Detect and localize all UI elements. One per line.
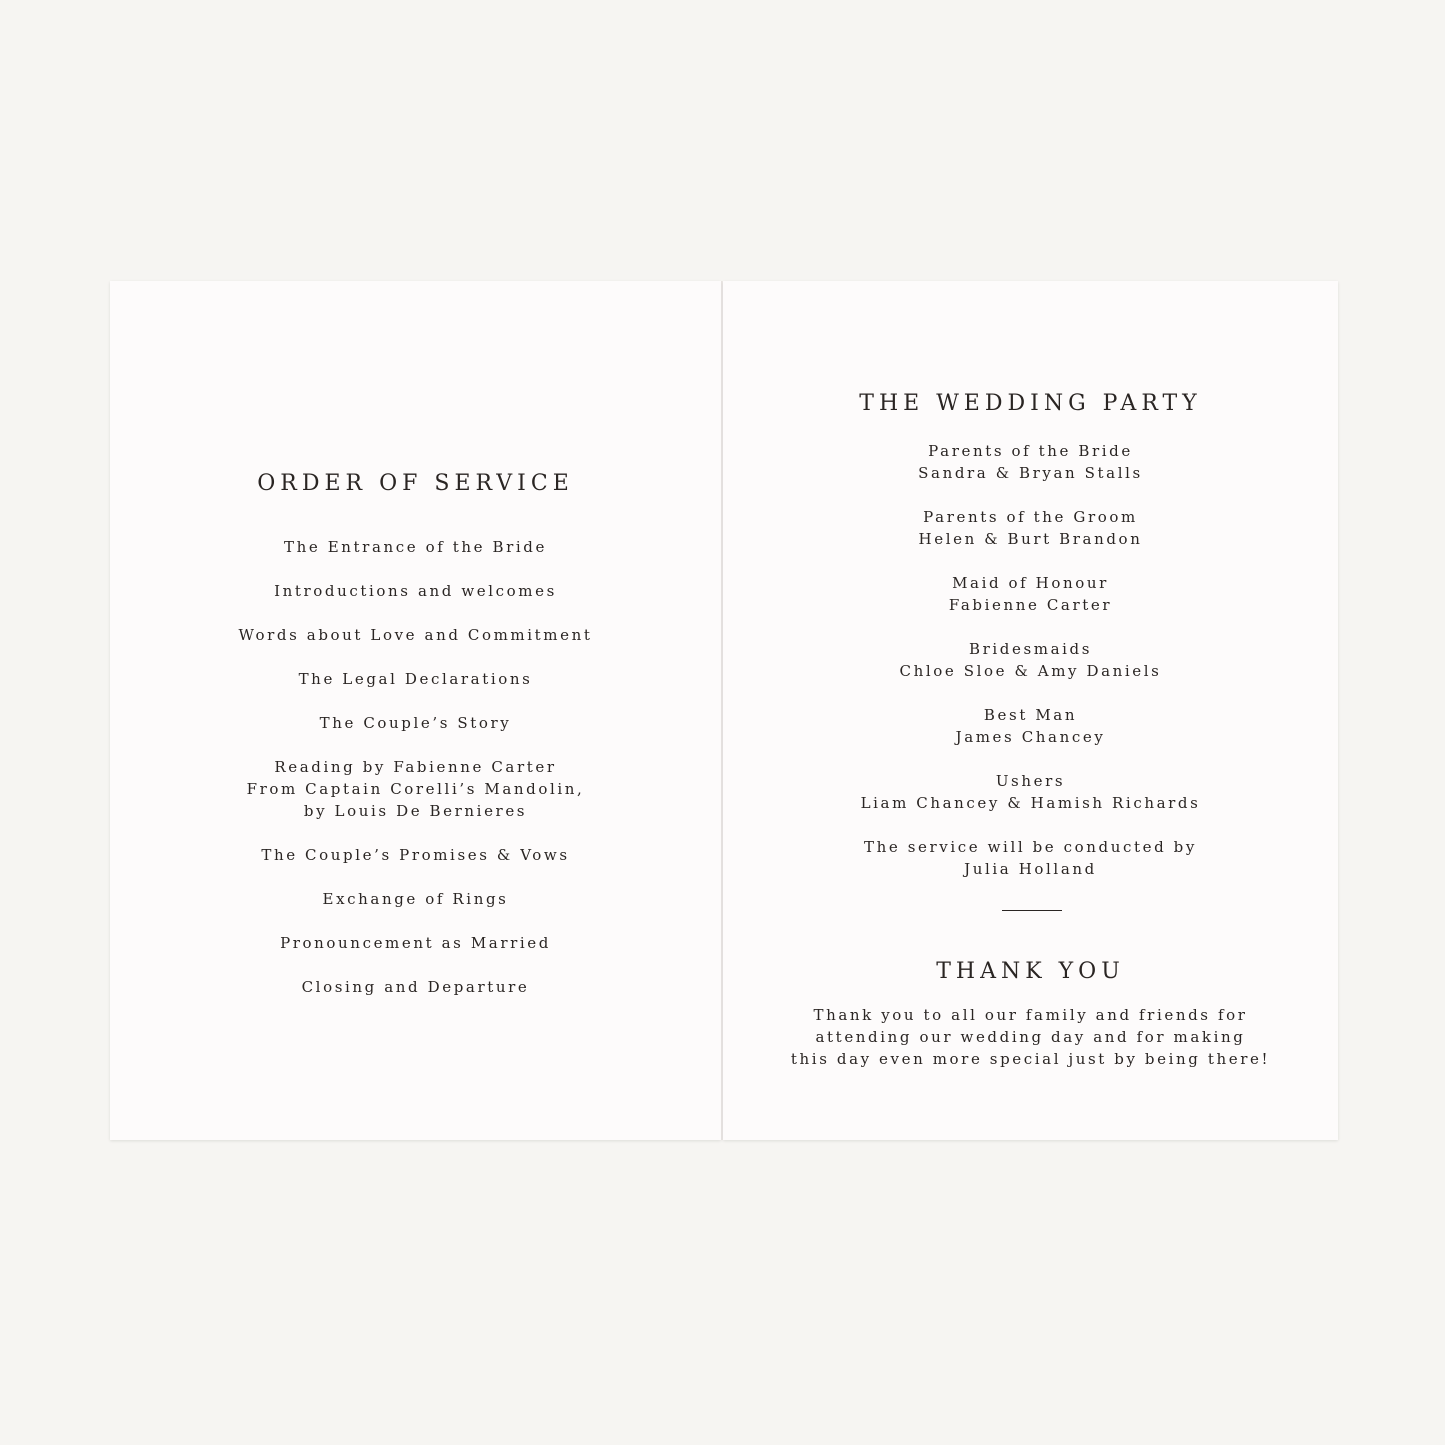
program-spread <box>110 281 1338 1140</box>
service-item <box>110 624 721 646</box>
thank-you-heading-block <box>723 959 1338 984</box>
order-of-service-list <box>110 536 721 1020</box>
service-item-line: The Couple’s Promises & Vows <box>261 846 570 864</box>
party-role: Parents of the Bride <box>928 442 1133 460</box>
party-role: Bridesmaids <box>968 640 1093 658</box>
thank-you-line: Thank you to all our family and friends for <box>813 1006 1248 1024</box>
service-item <box>110 580 721 602</box>
service-item <box>110 712 721 734</box>
service-item-line: Closing and Departure <box>301 978 530 996</box>
party-entry-officiant <box>723 836 1338 880</box>
party-entry <box>723 770 1338 814</box>
party-role: Maid of Honour <box>952 574 1109 592</box>
party-entry <box>723 704 1338 748</box>
service-item <box>110 976 721 998</box>
thank-you-line: attending our wedding day and for making <box>815 1028 1246 1046</box>
party-role: The service will be conducted by <box>864 838 1197 856</box>
thank-you-line: this day even more special just by being there! <box>790 1050 1271 1068</box>
thank-you-title: THANK YOU <box>936 959 1125 984</box>
party-role: Best Man <box>983 706 1078 724</box>
thank-you-message <box>723 1004 1338 1070</box>
service-item-line: by Louis De Bernieres <box>303 802 528 820</box>
service-item-line: Pronouncement as Married <box>280 934 551 952</box>
party-names: Fabienne Carter <box>948 596 1113 614</box>
service-item-line: Exchange of Rings <box>322 890 509 908</box>
party-entry <box>723 506 1338 550</box>
service-item <box>110 888 721 910</box>
service-item-line: Introductions and welcomes <box>274 582 557 600</box>
service-item-line: The Couple’s Story <box>319 714 512 732</box>
order-of-service-heading-block <box>110 471 721 496</box>
left-page <box>110 281 721 1140</box>
service-item-line: Reading by Fabienne Carter <box>274 758 557 776</box>
section-divider <box>1002 910 1062 911</box>
service-item <box>110 844 721 866</box>
service-item-line: Words about Love and Commitment <box>238 626 593 644</box>
party-names: James Chancey <box>955 728 1106 746</box>
party-role: Parents of the Groom <box>923 508 1138 526</box>
party-entry <box>723 572 1338 616</box>
party-entry <box>723 440 1338 484</box>
party-names: Helen & Burt Brandon <box>918 530 1143 548</box>
party-names: Liam Chancey & Hamish Richards <box>860 794 1201 812</box>
order-of-service-title: ORDER OF SERVICE <box>257 471 574 496</box>
service-item-reading <box>110 756 721 822</box>
service-item <box>110 668 721 690</box>
party-entry <box>723 638 1338 682</box>
service-item <box>110 932 721 954</box>
party-names: Julia Holland <box>964 860 1097 878</box>
party-names: Sandra & Bryan Stalls <box>918 464 1143 482</box>
service-item-line: The Entrance of the Bride <box>284 538 547 556</box>
right-page <box>723 281 1338 1140</box>
party-role: Ushers <box>995 772 1066 790</box>
wedding-party-heading-block <box>723 391 1338 416</box>
wedding-party-title: THE WEDDING PARTY <box>859 391 1202 416</box>
party-names: Chloe Sloe & Amy Daniels <box>899 662 1162 680</box>
service-item <box>110 536 721 558</box>
service-item-line: The Legal Declarations <box>298 670 533 688</box>
wedding-party-list <box>723 440 1338 902</box>
service-item-line: From Captain Corelli’s Mandolin, <box>246 780 585 798</box>
